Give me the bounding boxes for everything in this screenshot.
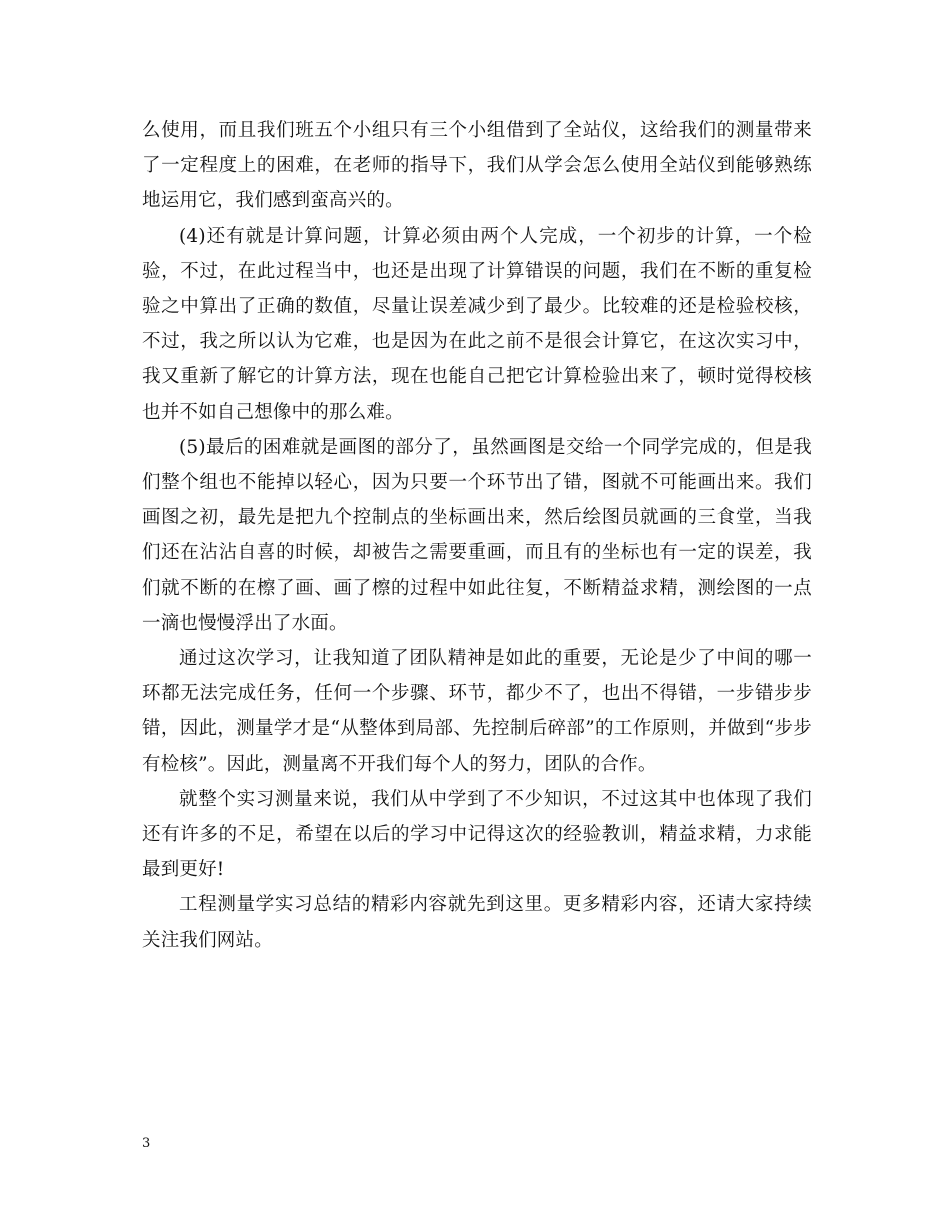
paragraph-item-5: (5)最后的困难就是画图的部分了，虽然画图是交给一个同学完成的，但是我们整个组也不能掉以轻心，因为只要一个环节出了错，图就不可能画出来。我们画图之初，最先是把九个控制点的坐标画出来，然后绘图员就画的三食堂，当我们还在沾沾自喜的时候，却被告之需要重画，而且有的坐标也有一定的误差，我们就不断的在檫了画、画了檫的过程中如此往复，不断精益求精，测绘图的一点一滴也慢慢浮出了水面。 xyxy=(142,436,812,634)
paragraph-closing: 工程测量学实习总结的精彩内容就先到这里。更多精彩内容，还请大家持续关注我们网站。 xyxy=(142,894,812,951)
paragraph-summary: 就整个实习测量来说，我们从中学到了不少知识，不过这其中也体现了我们还有许多的不足，希望在以后的学习中记得这次的经验教训，精益求精，力求能最到更好! xyxy=(142,788,812,881)
page-number: 3 xyxy=(142,1136,151,1151)
paragraph-teamwork: 通过这次学习，让我知道了团队精神是如此的重要，无论是少了中间的哪一环都无法完成任务，任何一个步骤、环节，都少不了，也出不得错，一步错步步错，因此，测量学才是“从整体到局部、先控制后碎部”的工作原则，并做到“步步有检核”。因此，测量离不开我们每个人的努力，团队的合作。 xyxy=(142,648,812,775)
paragraph-continued: 么使用，而且我们班五个小组只有三个小组借到了全站仪，这给我们的测量带来了一定程度上的困难，在老师的指导下，我们从学会怎么使用全站仪到能够熟练地运用它，我们感到蛮高兴的。 xyxy=(142,120,812,212)
paragraph-item-4: (4)还有就是计算问题，计算必须由两个人完成，一个初步的计算，一个检验，不过，在此过程当中，也还是出现了计算错误的问题，我们在不断的重复检验之中算出了正确的数值，尽量让误差减少到了最少。比较难的还是检验校核，不过，我之所以认为它难，也是因为在此之前不是很会计算它，在这次实习中，我又重新了解它的计算方法，现在也能自己把它计算检验出来了，顿时觉得校核也并不如自己想像中的那么难。 xyxy=(142,225,812,423)
body-text xyxy=(142,113,812,958)
